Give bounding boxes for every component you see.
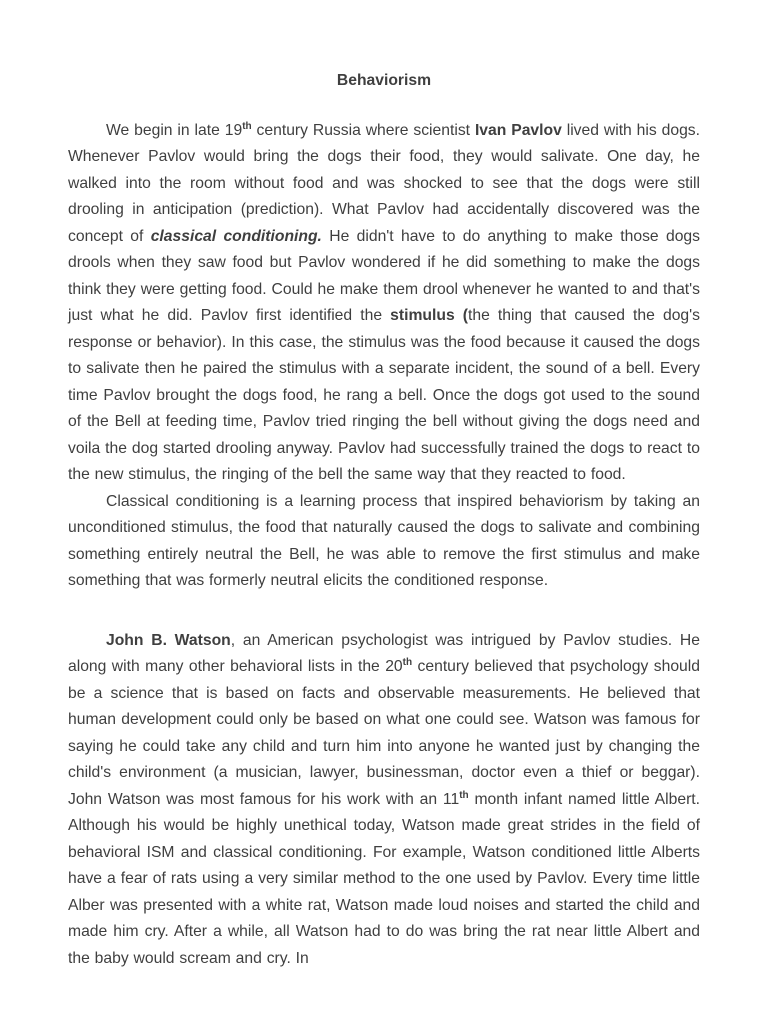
- text-run: John B. Watson: [106, 631, 231, 649]
- text-run: the thing that caused the dog's response or behavior). In this case, the stimulus was the food because it caused the dogs to salivate then he paired the stimulus with a separate incident, the sound of a bell. Every time Pavlov brought the dogs food, he rang a bell. Once the dogs got used to the sound of the Bell at feeding time, Pavlov tried ringing the bell without giving the dogs need and voila the dog started drooling anyway. Pavlov had successfully trained the dogs to react to the new stimulus, the ringing of the bell the same way that they reacted to food.: [68, 307, 700, 483]
- document-body: [68, 118, 700, 973]
- text-run: classical conditioning.: [150, 227, 322, 245]
- text-run: lived with his dogs. Whenever Pavlov would bring the dogs their food, they would salivate. One day, he walked into the room without food and was shocked to see that the dogs were still drooling in anticipation (prediction). What Pavlov had accidentally discovered was the concept of: [68, 121, 700, 245]
- text-run: He didn't have to do anything to make those dogs drools when they saw food but Pavlov wondered if he did something to make the dogs think they were getting food. Could he make them drool whenever he wanted to and that's just what he did. Pavlov first identified the: [68, 227, 700, 324]
- text-run: stimulus (: [390, 307, 469, 324]
- paragraph-1: [68, 118, 700, 489]
- text-run: th: [402, 656, 413, 668]
- paragraph-3: [68, 628, 700, 973]
- text-run: century Russia where scientist: [251, 121, 475, 139]
- paragraph-2: [68, 489, 700, 595]
- document-content: [68, 68, 700, 972]
- document-title: Behaviorism: [336, 72, 432, 89]
- text-run: century believed that psychology should be a science that is based on facts and observable measurements. He believed that human development could only be based on what one could see. Watson was famous for saying he could take any child and turn him into anyone he wanted just by changing the child's environment (a musician, lawyer, businessman, doctor even a thief or beggar). John Watson was most famous for his work with an 11: [68, 658, 700, 808]
- text-run: month infant named little Albert. Although his would be highly unethical today, Watson made great strides in the field of behavioral ISM and classical conditioning. For example, Watson conditioned little Alberts have a fear of rats using a very similar method to the one used by Pavlov. Every time little Alber was presented with a white rat, Watson made loud noises and started the child and made him cry. After a while, all Watson had to do was bring the rat near little Albert and the baby would scream and cry. In: [68, 790, 701, 967]
- text-run: th: [459, 789, 469, 801]
- text-run: Classical conditioning is a learning process that inspired behaviorism by taking an unconditioned stimulus, the food that naturally caused the dogs to salivate and combining something entirely neutral the Bell, he was able to remove the first stimulus and make something that was formerly neutral elicits the conditioned response.: [68, 492, 700, 589]
- text-run: , an American psychologist was intrigued by Pavlov studies. He along with many other behavioral lists in the 20: [68, 631, 700, 675]
- text-run: Ivan Pavlov: [474, 121, 562, 139]
- text-run: We begin in late 19: [106, 121, 243, 139]
- text-run: th: [242, 120, 252, 132]
